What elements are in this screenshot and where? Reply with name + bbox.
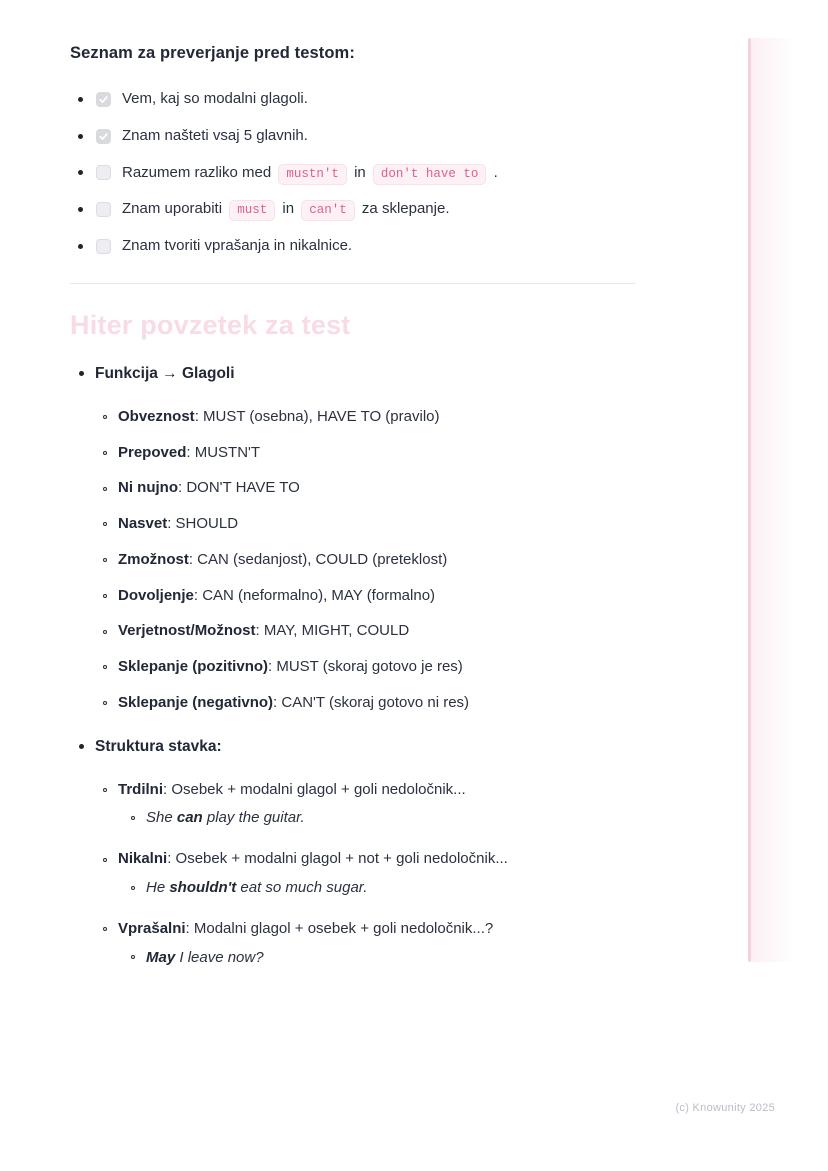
entry-text: Vprašalni: Modalni glagol + osebek + goli nedoločnik...? bbox=[118, 920, 494, 937]
structure-entry bbox=[70, 850, 636, 896]
function-entry bbox=[70, 479, 636, 498]
circle-bullet-icon bbox=[131, 816, 135, 820]
entry-text: Sklepanje (pozitivno): MUST (skoraj gotovo je res) bbox=[118, 658, 463, 675]
circle-bullet-icon bbox=[103, 522, 107, 526]
text-segment: Razumem razliko med bbox=[122, 163, 276, 181]
scroll-indicator-glow bbox=[751, 38, 795, 962]
entry-text: Ni nujno: DON'T HAVE TO bbox=[118, 479, 300, 497]
circle-bullet-icon bbox=[103, 927, 107, 931]
checklist-item bbox=[70, 164, 636, 183]
circle-bullet-icon bbox=[103, 665, 107, 669]
checkbox-checked-icon[interactable] bbox=[96, 92, 111, 107]
structure-entry bbox=[70, 781, 636, 827]
function-entry bbox=[70, 444, 636, 463]
checklist-title: Seznam za preverjanje pred testom: bbox=[70, 44, 355, 62]
function-entry bbox=[70, 694, 636, 713]
inline-code-badge: can't bbox=[301, 200, 355, 221]
bullet-icon bbox=[78, 207, 83, 212]
circle-bullet-icon bbox=[103, 415, 107, 419]
scroll-indicator-line[interactable] bbox=[748, 38, 751, 962]
circle-bullet-icon bbox=[131, 955, 135, 959]
checklist-item-label bbox=[122, 200, 450, 219]
structure-entries bbox=[70, 781, 636, 966]
text-segment: . bbox=[489, 163, 498, 181]
bullet-icon bbox=[79, 744, 84, 749]
example-row bbox=[131, 879, 636, 896]
circle-bullet-icon bbox=[103, 487, 107, 491]
function-entry bbox=[70, 658, 636, 677]
summary-section-functions bbox=[70, 365, 636, 713]
example-row bbox=[131, 949, 636, 966]
function-entry bbox=[70, 515, 636, 534]
circle-bullet-icon bbox=[131, 886, 135, 890]
section-label-row bbox=[70, 738, 636, 756]
function-entry bbox=[70, 622, 636, 641]
inline-code-badge: don't have to bbox=[373, 164, 487, 185]
checklist-item bbox=[70, 237, 636, 256]
circle-bullet-icon bbox=[103, 594, 107, 598]
copyright-text: (c) Knowunity 2025 bbox=[675, 1102, 775, 1114]
functions-entries bbox=[70, 408, 636, 713]
example-sentence: She can play the guitar. bbox=[146, 809, 305, 827]
example-sentence: He shouldn't eat so much sugar. bbox=[146, 879, 368, 896]
circle-bullet-icon bbox=[103, 858, 107, 862]
text-segment: za sklepanje. bbox=[357, 200, 450, 218]
example-sentence: May I leave now? bbox=[146, 948, 264, 966]
summary-list bbox=[70, 365, 636, 966]
section-label-row bbox=[70, 365, 636, 383]
text-segment: in bbox=[278, 200, 299, 218]
section-label: Struktura stavka: bbox=[95, 737, 222, 755]
bullet-icon bbox=[79, 371, 84, 376]
checkmark-icon bbox=[98, 94, 109, 105]
entry-text: Dovoljenje: CAN (neformalno), MAY (formalno) bbox=[118, 586, 436, 604]
section-label: Funkcija → Glagoli bbox=[95, 364, 235, 382]
inline-code-badge: mustn't bbox=[278, 164, 347, 185]
circle-bullet-icon bbox=[103, 451, 107, 455]
entry-text: Nasvet: SHOULD bbox=[118, 515, 239, 532]
example-row bbox=[131, 809, 636, 826]
checklist-item-label: Vem, kaj so modalni glagoli. bbox=[122, 90, 308, 107]
bullet-icon bbox=[78, 97, 83, 102]
summary-section-structure bbox=[70, 738, 636, 966]
entry-text: Sklepanje (negativno): CAN'T (skoraj gotovo ni res) bbox=[118, 693, 470, 711]
checkmark-icon bbox=[98, 131, 109, 142]
bullet-icon bbox=[78, 170, 83, 175]
circle-bullet-icon bbox=[103, 630, 107, 634]
circle-bullet-icon bbox=[103, 701, 107, 705]
text-segment: Znam uporabiti bbox=[122, 200, 227, 218]
checklist-item-label bbox=[122, 164, 498, 183]
circle-bullet-icon bbox=[103, 558, 107, 562]
summary-title: Hiter povzetek za test bbox=[70, 309, 351, 340]
bullet-icon bbox=[78, 134, 83, 139]
entry-text: Trdilni: Osebek + modalni glagol + goli nedoločnik... bbox=[118, 780, 466, 798]
function-entry bbox=[70, 587, 636, 606]
entry-text: Verjetnost/Možnost: MAY, MIGHT, COULD bbox=[118, 622, 410, 640]
checklist-item-label: Znam našteti vsaj 5 glavnih. bbox=[122, 126, 308, 144]
checklist-item bbox=[70, 90, 636, 109]
checklist-item-label: Znam tvoriti vprašanja in nikalnice. bbox=[122, 237, 353, 254]
entry-text: Nikalni: Osebek + modalni glagol + not + goli nedoločnik... bbox=[118, 850, 508, 868]
circle-bullet-icon bbox=[103, 788, 107, 792]
section-divider bbox=[70, 283, 636, 284]
bullet-icon bbox=[78, 244, 83, 249]
checklist-item bbox=[70, 127, 636, 146]
checkbox-unchecked-icon[interactable] bbox=[96, 202, 111, 217]
function-entry bbox=[70, 551, 636, 570]
structure-entry bbox=[70, 920, 636, 966]
entry-text: Obveznost: MUST (osebna), HAVE TO (pravilo) bbox=[118, 407, 440, 425]
checkbox-checked-icon[interactable] bbox=[96, 129, 111, 144]
checkbox-unchecked-icon[interactable] bbox=[96, 165, 111, 180]
function-entry bbox=[70, 408, 636, 427]
entry-text: Prepoved: MUSTN'T bbox=[118, 443, 261, 461]
entry-text: Zmožnost: CAN (sedanjost), COULD (preteklost) bbox=[118, 550, 448, 568]
text-segment: in bbox=[349, 163, 370, 181]
note-content bbox=[70, 44, 636, 991]
checklist-item bbox=[70, 200, 636, 219]
inline-code-badge: must bbox=[229, 200, 275, 221]
checklist bbox=[70, 90, 636, 256]
checkbox-unchecked-icon[interactable] bbox=[96, 239, 111, 254]
